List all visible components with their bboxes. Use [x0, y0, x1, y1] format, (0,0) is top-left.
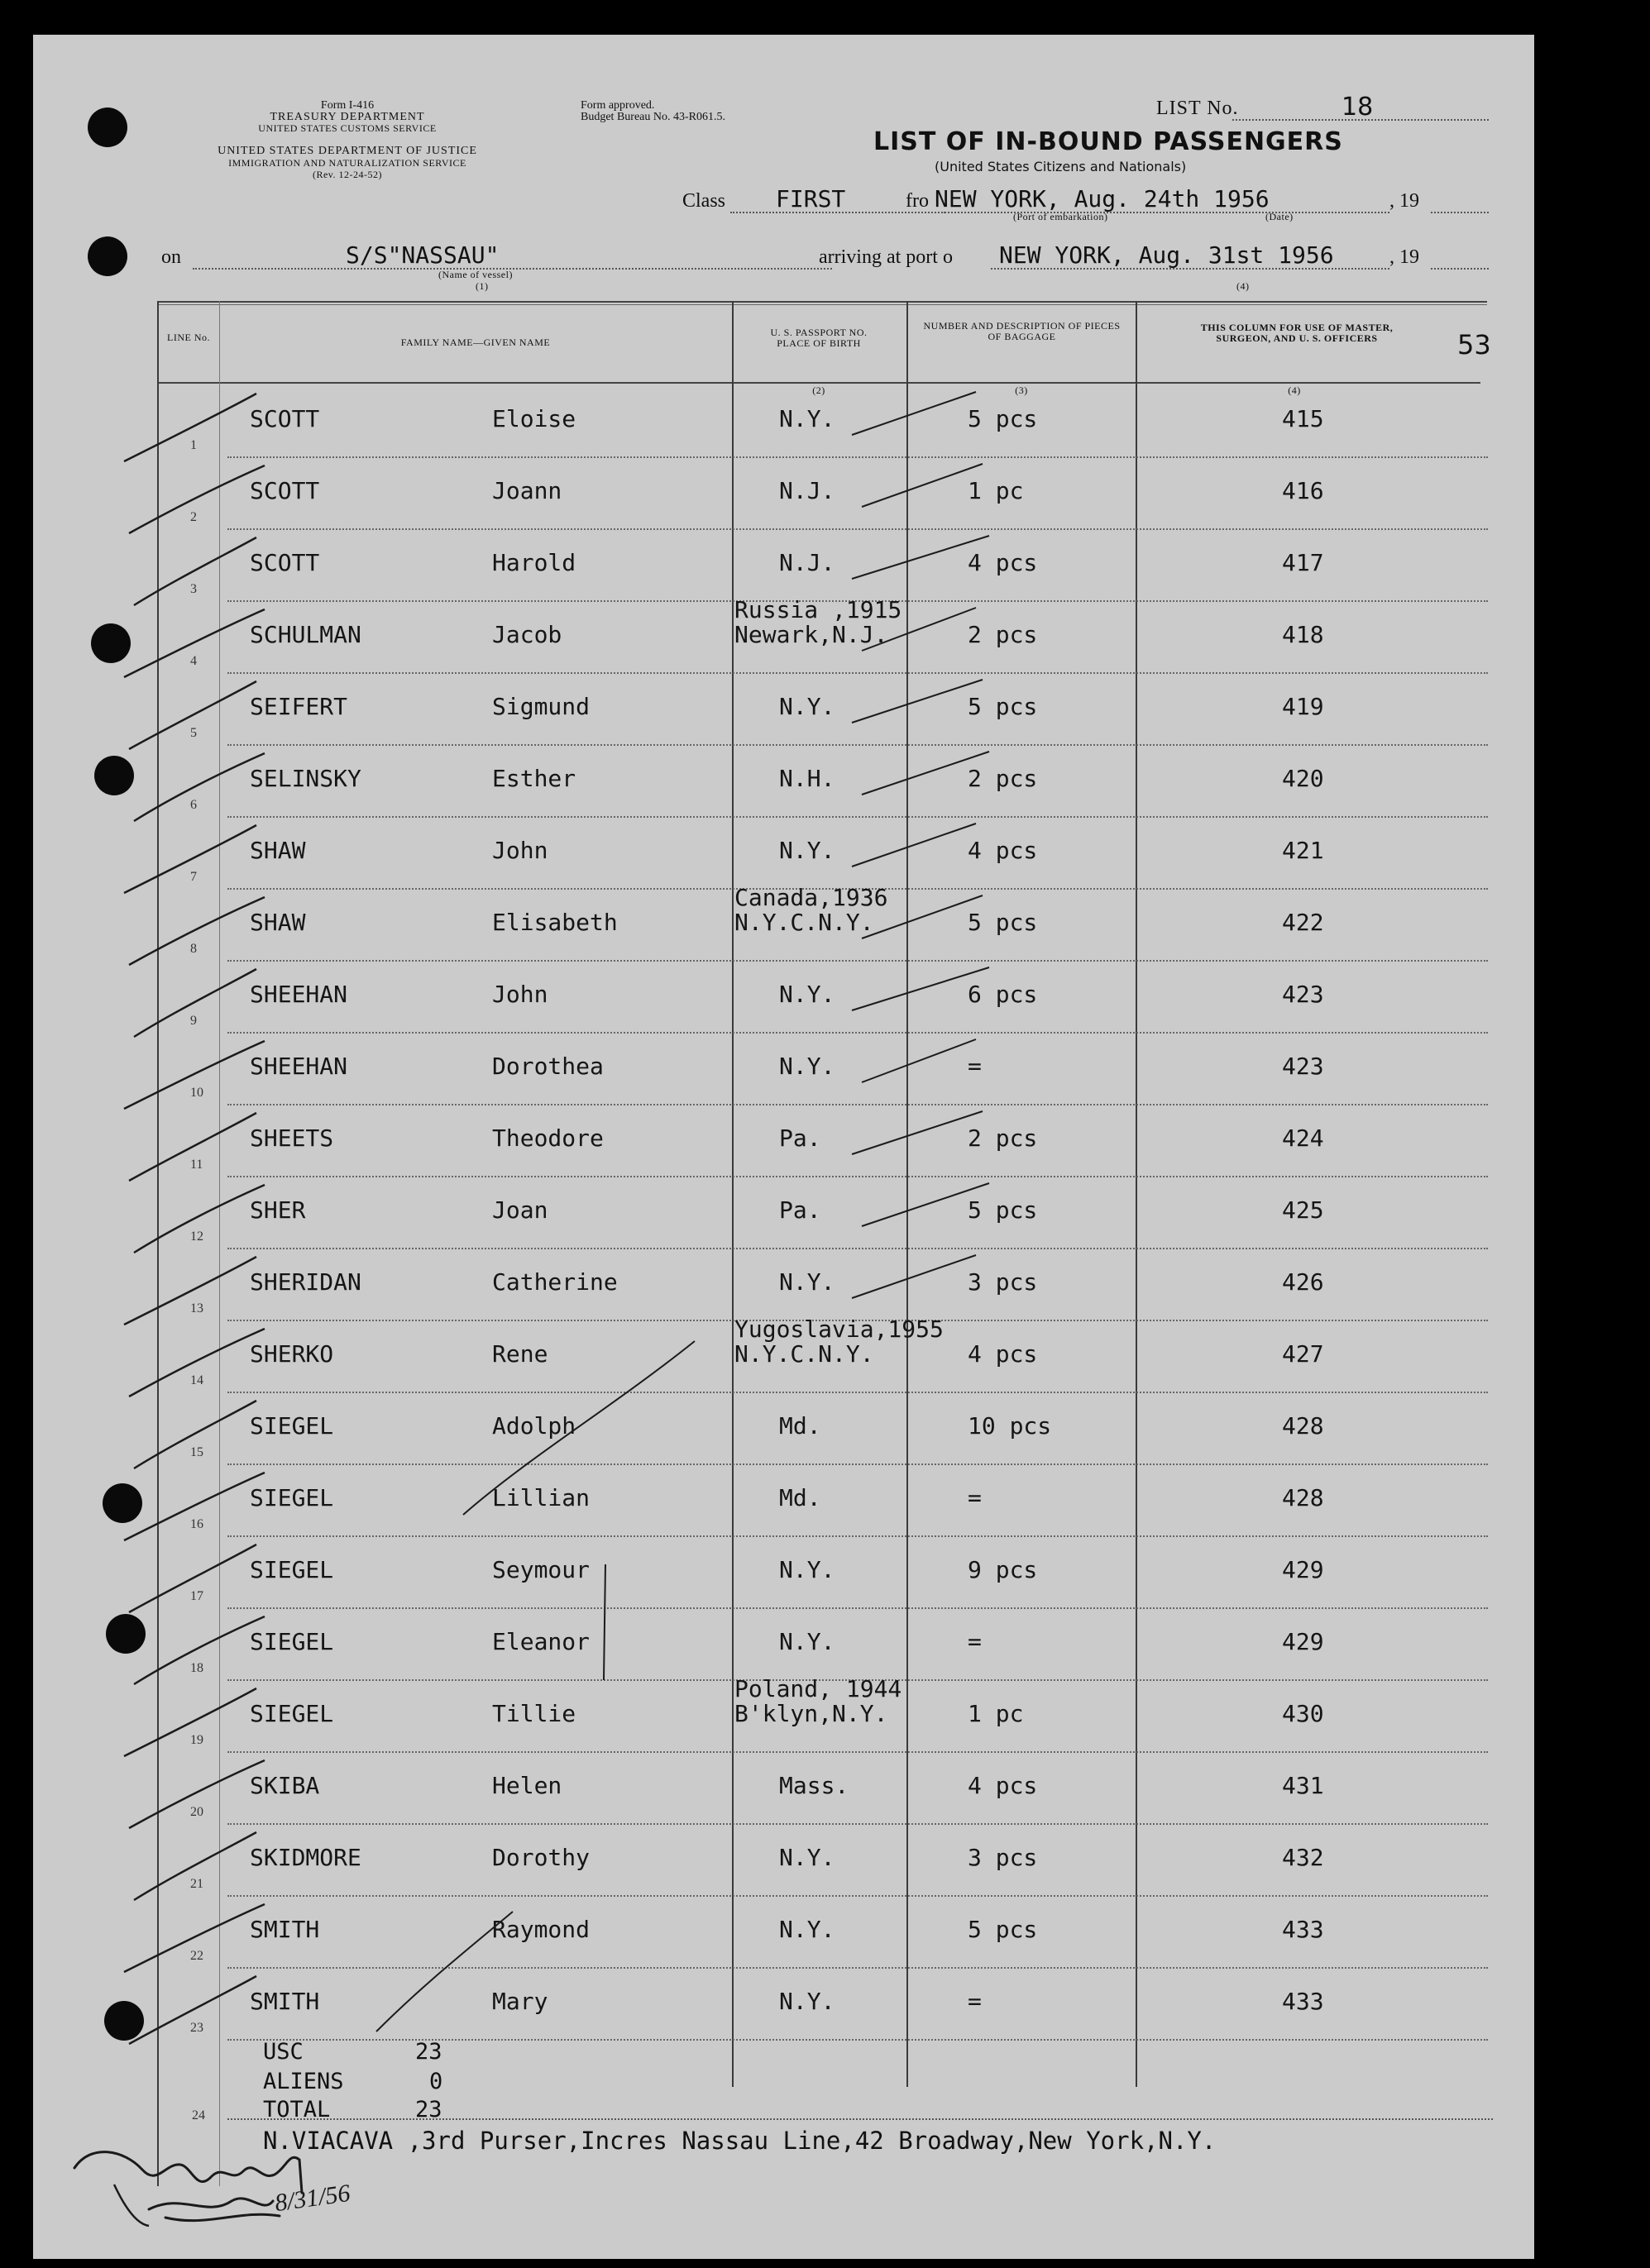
list-no-value: 18 — [1342, 93, 1374, 122]
given-name: Adolph — [492, 1412, 576, 1440]
prior-birthplace-note: Yugoslavia,1955 — [734, 1315, 944, 1343]
family-name: SHEETS — [250, 1124, 334, 1152]
given-name: Seymour — [492, 1556, 591, 1583]
family-name: SHERIDAN — [250, 1268, 361, 1296]
column-header-name: FAMILY NAME—GIVEN NAME — [400, 337, 551, 348]
baggage-count: = — [968, 1628, 982, 1655]
place-of-birth: N.Y. — [779, 837, 835, 864]
baggage-count: 3 pcs — [968, 1844, 1038, 1871]
officer-number: 424 — [1282, 1124, 1324, 1152]
caption-1: (1) — [476, 280, 489, 292]
officer-number: 432 — [1282, 1844, 1324, 1871]
baggage-count: 2 pcs — [968, 621, 1038, 648]
baggage-count: = — [968, 1988, 982, 2015]
given-name: Harold — [492, 549, 576, 576]
line-number: 5 — [190, 726, 197, 740]
line-number: 23 — [190, 2021, 203, 2035]
given-name: Lillian — [492, 1484, 591, 1511]
place-of-birth: N.Y. — [779, 1988, 835, 2015]
list-no-label: LIST No. — [1156, 98, 1239, 119]
officer-number: 423 — [1282, 981, 1324, 1008]
year-suffix: , 19 — [1389, 246, 1419, 268]
given-name: Eloise — [492, 405, 576, 432]
customs-service: UNITED STATES CUSTOMS SERVICE — [258, 122, 437, 134]
place-of-birth: N.Y. — [779, 1844, 835, 1871]
baggage-count: = — [968, 1053, 982, 1080]
officer-number: 422 — [1282, 909, 1324, 936]
baggage-count: 5 pcs — [968, 909, 1038, 936]
place-of-birth: Pa. — [779, 1124, 821, 1152]
check-mark — [463, 1341, 695, 1515]
given-name: Esther — [492, 765, 576, 792]
prior-birthplace-note: Canada,1936 — [734, 884, 888, 911]
usc-count: 23 — [415, 2039, 442, 2065]
family-name: SCHULMAN — [250, 621, 361, 648]
immigration-service: IMMIGRATION AND NATURALIZATION SERVICE — [228, 157, 466, 169]
line-number: 7 — [190, 870, 197, 884]
date-caption: (Date) — [1265, 211, 1294, 222]
given-name: Mary — [492, 1988, 548, 2015]
aliens-label: ALIENS — [263, 2069, 344, 2094]
manifest-page — [33, 35, 1534, 2259]
family-name: SIEGEL — [250, 1412, 334, 1440]
officer-number: 417 — [1282, 549, 1324, 576]
check-mark — [862, 1039, 976, 1082]
officer-number: 416 — [1282, 477, 1324, 504]
baggage-count: 6 pcs — [968, 981, 1038, 1008]
line-number: 17 — [190, 1589, 203, 1603]
check-mark — [852, 1255, 976, 1298]
treasury-department: TREASURY DEPARTMENT — [270, 111, 425, 123]
check-mark — [604, 1564, 605, 1680]
line-number: 24 — [192, 2108, 205, 2122]
family-name: SCOTT — [250, 405, 320, 432]
check-mark — [124, 609, 265, 677]
on-label: on — [161, 246, 181, 268]
place-of-birth: Md. — [779, 1484, 821, 1511]
baggage-count: 5 pcs — [968, 1916, 1038, 1943]
family-name: SHAW — [250, 837, 306, 864]
given-name: Tillie — [492, 1700, 576, 1727]
arrival-value: NEW YORK, Aug. 31st 1956 — [999, 241, 1334, 269]
place-of-birth: Newark,N.J. — [734, 621, 888, 648]
line-number: 21 — [190, 1877, 203, 1891]
check-mark — [129, 1760, 265, 1828]
signature-date: 8/31/56 — [273, 2179, 352, 2218]
place-of-birth: N.Y. — [779, 1556, 835, 1583]
purser-line: N.VIACAVA ,3rd Purser,Incres Nassau Line,42 Broadway,New York,N.Y. — [263, 2127, 1217, 2155]
column-number-4: (4) — [1288, 384, 1301, 396]
check-mark — [852, 392, 976, 435]
column-header-line-no: LINE No. — [167, 332, 210, 343]
check-mark — [129, 466, 265, 533]
line-number: 10 — [190, 1086, 203, 1100]
line-number: 12 — [190, 1229, 203, 1244]
officer-number: 429 — [1282, 1628, 1324, 1655]
place-of-birth: Md. — [779, 1412, 821, 1440]
place-of-birth: N.Y. — [779, 1916, 835, 1943]
check-mark — [124, 1688, 256, 1756]
baggage-count: 3 pcs — [968, 1268, 1038, 1296]
baggage-count: 2 pcs — [968, 765, 1038, 792]
line-number: 1 — [190, 438, 197, 452]
baggage-count: 4 pcs — [968, 549, 1038, 576]
family-name: SMITH — [250, 1988, 320, 2015]
document-subtitle: (United States Citizens and Nationals) — [935, 159, 1187, 174]
column-header-passport: U. S. PASSPORT NO. PLACE OF BIRTH — [770, 327, 868, 349]
family-name: SIEGEL — [250, 1628, 334, 1655]
officer-number: 425 — [1282, 1196, 1324, 1224]
check-mark — [129, 1976, 256, 2044]
place-of-birth: N.J. — [779, 477, 835, 504]
given-name: Joan — [492, 1196, 548, 1224]
family-name: SEIFERT — [250, 693, 348, 720]
line-number: 6 — [190, 798, 197, 812]
form-approved: Form approved. — [581, 99, 655, 112]
caption-4: (4) — [1236, 280, 1250, 292]
baggage-count: 5 pcs — [968, 693, 1038, 720]
officer-number: 427 — [1282, 1340, 1324, 1368]
baggage-count: 4 pcs — [968, 837, 1038, 864]
place-of-birth: N.Y. — [779, 981, 835, 1008]
column-number-2: (2) — [812, 384, 825, 396]
place-of-birth: N.Y. — [779, 1053, 835, 1080]
arriving-label: arriving at port o — [819, 246, 953, 268]
page-number: 53 — [1457, 329, 1491, 360]
family-name: SHEEHAN — [250, 981, 348, 1008]
line-number: 14 — [190, 1373, 203, 1387]
check-mark — [124, 1041, 265, 1109]
family-name: SHER — [250, 1196, 306, 1224]
place-of-birth: Mass. — [779, 1772, 849, 1799]
line-number: 15 — [190, 1445, 203, 1459]
family-name: SHERKO — [250, 1340, 334, 1368]
baggage-count: 10 pcs — [968, 1412, 1052, 1440]
aliens-count: 0 — [429, 2069, 443, 2094]
check-mark — [134, 753, 265, 821]
place-of-birth: N.Y.C.N.Y. — [734, 909, 874, 936]
family-name: SHEEHAN — [250, 1053, 348, 1080]
check-mark — [134, 1401, 256, 1468]
given-name: Elisabeth — [492, 909, 618, 936]
family-name: SMITH — [250, 1916, 320, 1943]
family-name: SCOTT — [250, 549, 320, 576]
check-mark — [376, 1912, 513, 2032]
baggage-count: 4 pcs — [968, 1340, 1038, 1368]
place-of-birth: N.Y. — [779, 405, 835, 432]
place-of-birth: N.Y.C.N.Y. — [734, 1340, 874, 1368]
given-name: Jacob — [492, 621, 562, 648]
officer-number: 428 — [1282, 1412, 1324, 1440]
line-number: 20 — [190, 1805, 203, 1819]
prior-birthplace-note: Poland, 1944 — [734, 1675, 902, 1702]
class-label: Class — [682, 190, 726, 212]
place-of-birth: Pa. — [779, 1196, 821, 1224]
check-mark — [852, 824, 976, 867]
department-of-justice: UNITED STATES DEPARTMENT OF JUSTICE — [218, 145, 477, 157]
check-mark — [134, 1616, 265, 1684]
officer-number: 428 — [1282, 1484, 1324, 1511]
family-name: SELINSKY — [250, 765, 361, 792]
line-number: 11 — [190, 1158, 203, 1172]
given-name: Joann — [492, 477, 562, 504]
usc-label: USC — [263, 2039, 304, 2065]
family-name: SIEGEL — [250, 1700, 334, 1727]
officer-number: 430 — [1282, 1700, 1324, 1727]
line-number: 4 — [190, 654, 197, 668]
check-mark — [129, 681, 256, 749]
family-name: SKIDMORE — [250, 1844, 361, 1871]
family-name: SIEGEL — [250, 1556, 334, 1583]
year-suffix: , 19 — [1389, 190, 1419, 212]
check-mark — [852, 1111, 983, 1154]
form-revision: (Rev. 12-24-52) — [312, 169, 383, 180]
baggage-count: 2 pcs — [968, 1124, 1038, 1152]
embarkation-value: NEW YORK, Aug. 24th 1956 — [935, 185, 1270, 212]
family-name: SKIBA — [250, 1772, 320, 1799]
officer-number: 418 — [1282, 621, 1324, 648]
line-number: 13 — [190, 1301, 203, 1315]
check-mark — [129, 1545, 256, 1612]
given-name: Raymond — [492, 1916, 591, 1943]
vessel-name: S/S"NASSAU" — [346, 241, 500, 269]
line-number: 19 — [190, 1733, 203, 1747]
place-of-birth: N.J. — [779, 549, 835, 576]
line-number: 16 — [190, 1517, 203, 1531]
inspection-check-marks — [33, 35, 1534, 2259]
line-number: 9 — [190, 1014, 197, 1028]
officer-number: 431 — [1282, 1772, 1324, 1799]
check-mark — [852, 680, 983, 723]
check-mark — [124, 1904, 265, 1972]
baggage-count: 1 pc — [968, 477, 1024, 504]
check-mark — [852, 967, 989, 1010]
from-label: fro — [906, 190, 929, 212]
officer-number: 433 — [1282, 1916, 1324, 1943]
place-of-birth: N.H. — [779, 765, 835, 792]
place-of-birth: N.Y. — [779, 1268, 835, 1296]
given-name: Sigmund — [492, 693, 591, 720]
check-mark — [862, 464, 983, 507]
officer-number: 426 — [1282, 1268, 1324, 1296]
baggage-count: 4 pcs — [968, 1772, 1038, 1799]
given-name: Rene — [492, 1340, 548, 1368]
officer-number: 423 — [1282, 1053, 1324, 1080]
given-name: Helen — [492, 1772, 562, 1799]
baggage-count: = — [968, 1484, 982, 1511]
vessel-caption: (Name of vessel) — [438, 269, 513, 280]
family-name: SCOTT — [250, 477, 320, 504]
line-number: 2 — [190, 510, 197, 524]
check-mark — [129, 1329, 265, 1397]
family-name: SIEGEL — [250, 1484, 334, 1511]
officer-number: 429 — [1282, 1556, 1324, 1583]
line-number: 3 — [190, 582, 197, 596]
check-mark — [862, 752, 989, 795]
officer-number: 433 — [1282, 1988, 1324, 2015]
prior-birthplace-note: Russia ,1915 — [734, 596, 902, 623]
port-embarkation-caption: (Port of embarkation) — [1013, 211, 1108, 222]
officer-number: 419 — [1282, 693, 1324, 720]
baggage-count: 1 pc — [968, 1700, 1024, 1727]
baggage-count: 5 pcs — [968, 405, 1038, 432]
line-number: 18 — [190, 1661, 203, 1675]
check-mark — [124, 825, 256, 893]
line-number: 8 — [190, 942, 197, 956]
check-mark — [124, 1473, 265, 1540]
given-name: Dorothy — [492, 1844, 591, 1871]
check-mark — [862, 608, 976, 651]
check-mark — [124, 1257, 256, 1325]
given-name: Dorothea — [492, 1053, 604, 1080]
check-mark — [862, 1183, 989, 1226]
check-mark — [134, 1185, 265, 1253]
baggage-count: 9 pcs — [968, 1556, 1038, 1583]
given-name: Catherine — [492, 1268, 618, 1296]
officer-number: 420 — [1282, 765, 1324, 792]
officer-number: 421 — [1282, 837, 1324, 864]
column-header-baggage: NUMBER AND DESCRIPTION OF PIECES OF BAGGAGE — [923, 320, 1121, 342]
given-name: Theodore — [492, 1124, 604, 1152]
place-of-birth: N.Y. — [779, 693, 835, 720]
total-count: 23 — [415, 2097, 442, 2122]
check-mark — [129, 897, 265, 965]
check-mark — [134, 969, 256, 1037]
check-mark — [852, 536, 989, 579]
check-mark — [124, 394, 256, 461]
check-mark — [862, 895, 983, 938]
document-title: LIST OF IN-BOUND PASSENGERS — [873, 127, 1343, 156]
officer-number: 415 — [1282, 405, 1324, 432]
place-of-birth: N.Y. — [779, 1628, 835, 1655]
family-name: SHAW — [250, 909, 306, 936]
check-mark — [134, 537, 256, 605]
given-name: John — [492, 837, 548, 864]
given-name: John — [492, 981, 548, 1008]
baggage-count: 5 pcs — [968, 1196, 1038, 1224]
budget-bureau: Budget Bureau No. 43-R061.5. — [581, 111, 725, 123]
place-of-birth: B'klyn,N.Y. — [734, 1700, 888, 1727]
check-mark — [134, 1832, 256, 1900]
class-value: FIRST — [776, 185, 846, 212]
form-number: Form I-416 — [320, 99, 375, 112]
column-number-3: (3) — [1015, 384, 1028, 396]
column-header-officers: THIS COLUMN FOR USE OF MASTER, SURGEON, AND U. S. OFFICERS — [1200, 322, 1394, 344]
check-mark — [129, 1113, 256, 1181]
given-name: Eleanor — [492, 1628, 591, 1655]
total-label: TOTAL — [263, 2097, 331, 2122]
line-number: 22 — [190, 1949, 203, 1963]
